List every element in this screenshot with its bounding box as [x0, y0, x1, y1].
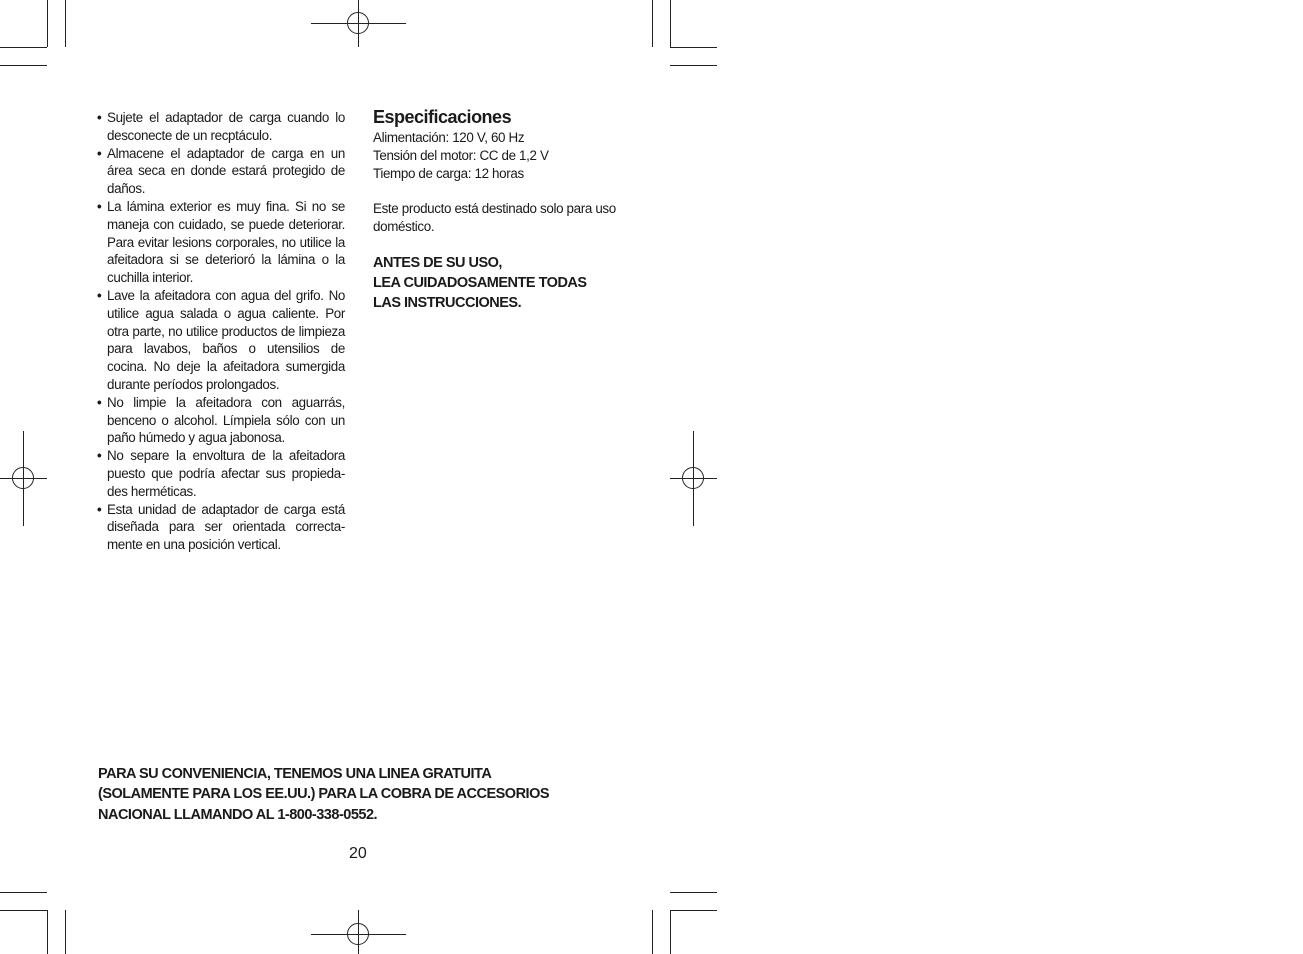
- list-item: • Almacene el adaptador de carga en un área seca en donde estará protegido de daños.: [97, 145, 345, 198]
- page-number: 20: [349, 845, 367, 862]
- spec-line: Tiempo de carga: 12 horas: [373, 165, 524, 181]
- list-item: • Esta unidad de adaptador de carga está diseñada para ser orientada correcta-mente en una posición vertical.: [97, 501, 345, 554]
- footer-line: NACIONAL LLAMANDO AL 1-800-338-0552.: [98, 806, 378, 823]
- footer-line: (SOLAMENTE PARA LOS EE.UU.) PARA LA COBRA DE ACCESORIOS: [98, 786, 550, 803]
- toll-free-line-note: [98, 764, 658, 825]
- read-instructions-warning: [373, 253, 628, 313]
- household-use-note: Este producto está destinado solo para uso doméstico.: [373, 201, 616, 235]
- list-item: • No limpie la afeitadora con aguarrás, benceno o alcohol. Límpiela sólo con un paño húmedo y agua jabonosa.: [97, 394, 345, 447]
- list-item: • No separe la envoltura de la afeitadora puesto que podría afectar sus propieda-des herméticas.: [97, 447, 345, 500]
- specifications-heading: Especificaciones: [373, 107, 512, 127]
- list-item: • Lave la afeitadora con agua del grifo. No utilice agua salada o agua caliente. Por otra parte, no utilice productos de limpieza para lavabos, baños o utensilios de cocina. No deje la afeitadora sumergida durante períodos prolongados.: [97, 287, 345, 394]
- spec-line: Alimentación: 120 V, 60 Hz: [373, 130, 525, 145]
- specifications-section: [373, 106, 628, 313]
- list-item: • Sujete el adaptador de carga cuando lo desconecte de un recptáculo.: [97, 109, 345, 145]
- footer-line: PARA SU CONVENIENCIA, TENEMOS UNA LINEA GRATUITA: [98, 766, 492, 782]
- spec-line: Tensión del motor: CC de 1,2 V: [373, 147, 549, 163]
- warning-line: ANTES DE SU USO,: [373, 254, 502, 271]
- list-item: • La lámina exterior es muy fina. Si no se maneja con cuidado, se puede deteriorar. Para evitar lesions corporales, no utilice la afeitadora si se deterioró la lámina o la cuchilla interior.: [97, 198, 345, 287]
- safety-bullet-list: [97, 109, 345, 554]
- warning-line: LAS INSTRUCCIONES.: [373, 294, 522, 311]
- warning-line: LEA CUIDADOSAMENTE TODAS: [373, 274, 587, 291]
